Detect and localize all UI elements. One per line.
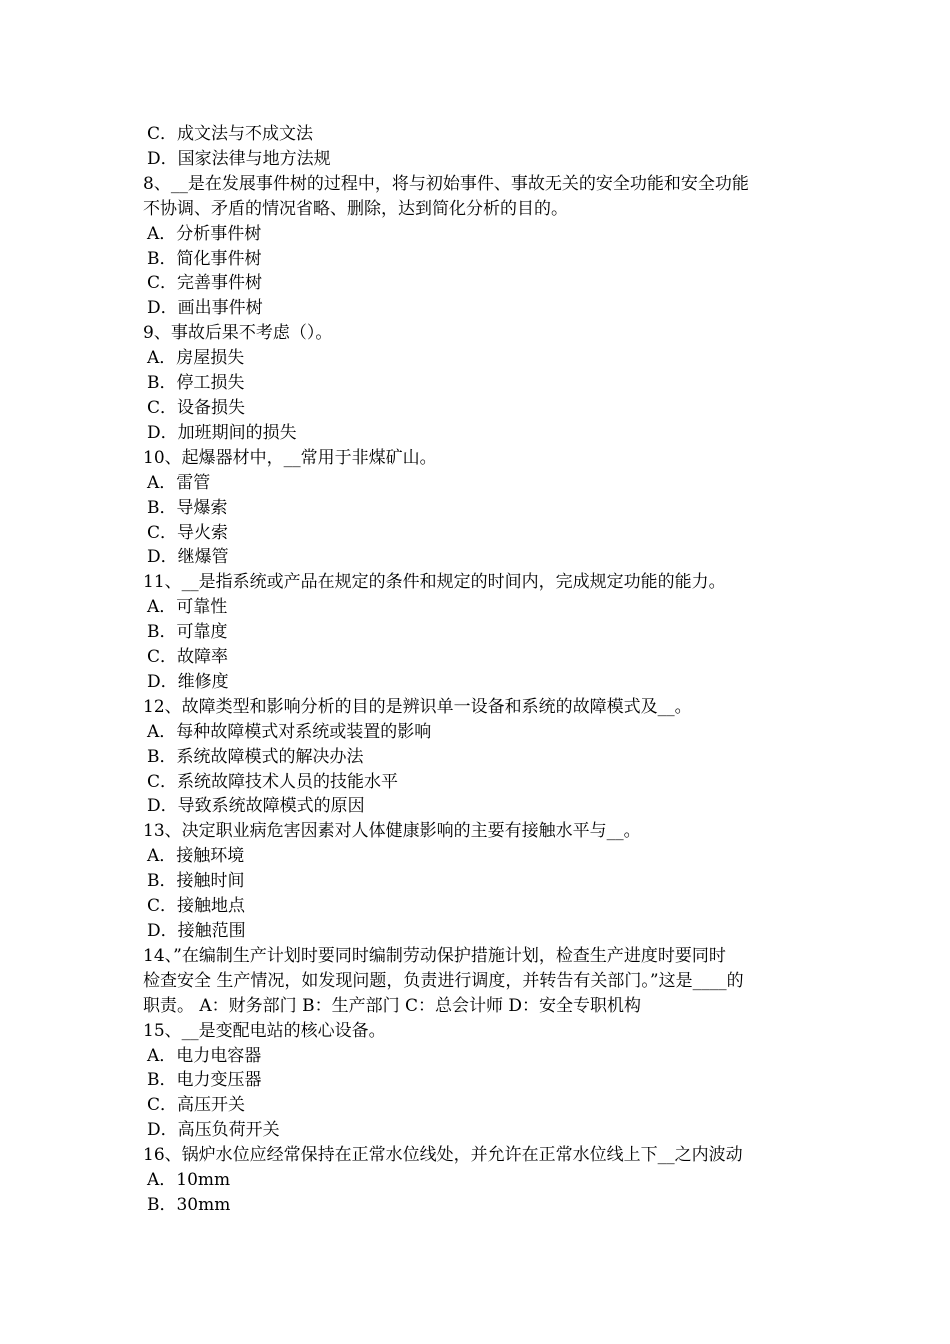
answer-option: C．故障率	[147, 647, 229, 668]
answer-option: D．继爆管	[147, 547, 229, 568]
answer-option: B．系统故障模式的解决办法	[147, 746, 364, 767]
question-text: 职责。 A：财务部门 B：生产部门 C：总会计师 D：安全专职机构	[143, 995, 642, 1016]
answer-option: A．10mm	[147, 1170, 231, 1191]
question-text: 14、”在编制生产计划时要同时编制劳动保护措施计划，检查生产进度时要同时	[143, 945, 726, 966]
answer-option: A．电力电容器	[147, 1045, 262, 1066]
answer-option: B．简化事件树	[147, 248, 262, 269]
question-text: 11、__是指系统或产品在规定的条件和规定的时间内，完成规定功能的能力。	[143, 572, 726, 593]
question-text: 9、事故后果不考虑（）。	[143, 323, 333, 344]
answer-option: B．接触时间	[147, 871, 245, 892]
answer-option: A．可靠性	[147, 597, 228, 618]
answer-option: C．高压开关	[147, 1095, 246, 1116]
answer-option: B．电力变压器	[147, 1070, 262, 1091]
answer-option: A．房屋损失	[147, 348, 245, 369]
question-text: 16、锅炉水位应经常保持在正常水位线处，并允许在正常水位线上下__之内波动	[143, 1145, 743, 1166]
answer-option: A．接触环境	[147, 846, 245, 867]
question-text: 13、决定职业病危害因素对人体健康影响的主要有接触水平与__。	[143, 821, 641, 842]
answer-option: B．30mm	[147, 1194, 231, 1215]
question-text: 10、起爆器材中，__常用于非煤矿山。	[143, 447, 437, 468]
answer-option: C．成文法与不成文法	[147, 124, 314, 144]
answer-option: B．停工损失	[147, 373, 245, 394]
answer-option: C．设备损失	[147, 397, 246, 418]
answer-option: A．每种故障模式对系统或装置的影响	[147, 721, 432, 742]
answer-option: D．高压负荷开关	[147, 1120, 280, 1141]
answer-option: C．系统故障技术人员的技能水平	[147, 771, 399, 792]
question-text: 15、__是变配电站的核心设备。	[143, 1020, 386, 1041]
answer-option: D．国家法律与地方法规	[147, 148, 331, 169]
question-text: 12、故障类型和影响分析的目的是辨识单一设备和系统的故障模式及__。	[143, 696, 692, 717]
answer-option: B．导爆索	[147, 497, 228, 518]
answer-option: C．导火索	[147, 522, 229, 543]
answer-option: D．接触范围	[147, 921, 246, 941]
answer-option: C．完善事件树	[147, 273, 263, 294]
question-text: 8、__是在发展事件树的过程中，将与初始事件、事故无关的安全功能和安全功能	[143, 173, 749, 194]
answer-option: D．画出事件树	[147, 298, 263, 319]
answer-option: C．接触地点	[147, 896, 246, 917]
answer-option: B．可靠度	[147, 622, 228, 643]
answer-option: D．加班期间的损失	[147, 422, 297, 443]
answer-option: A．雷管	[147, 472, 211, 493]
answer-option: D．维修度	[147, 671, 229, 692]
question-text: 不协调、矛盾的情况省略、删除，达到简化分析的目的。	[143, 198, 568, 219]
answer-option: A．分析事件树	[147, 223, 262, 244]
question-text: 检查安全 生产情况，如发现问题，负责进行调度，并转告有关部门。”这是____的	[143, 970, 744, 991]
answer-option: D．导致系统故障模式的原因	[147, 796, 365, 817]
